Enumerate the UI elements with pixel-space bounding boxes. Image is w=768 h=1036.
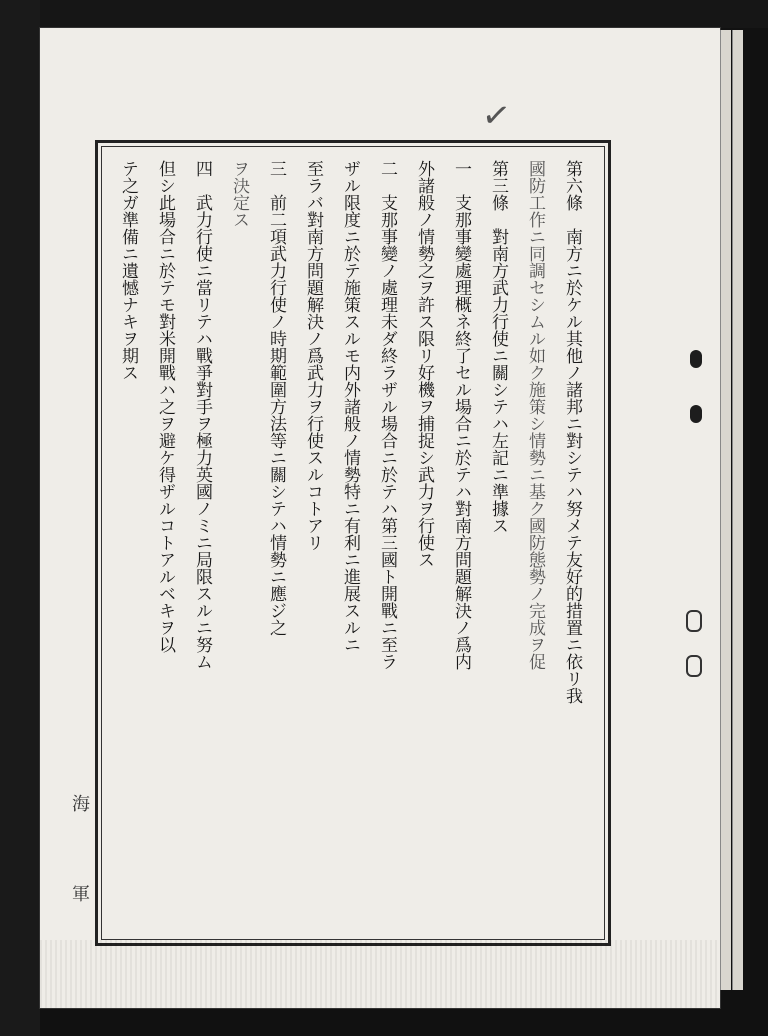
scan-noise	[40, 940, 720, 1008]
text-column: 三 前二項武力行使ノ時期範圍方法等ニ關シテハ情勢ニ應ジ之	[266, 160, 286, 636]
binding-hole-icon	[686, 610, 702, 632]
margin-stamp-bottom: 軍	[72, 884, 90, 905]
scan-left-edge	[0, 0, 40, 1036]
text-column: 但シ此場合ニ於テモ對米開戰ハ之ヲ避ケ得ザルコトアルベキヲ以	[155, 160, 175, 653]
text-column: 第三條 對南方武力行使ニ關シテハ左記ニ準據ス	[488, 160, 508, 534]
check-mark-icon: ✓	[479, 94, 514, 138]
scan-top-edge	[0, 0, 768, 28]
binding-hole-icon	[686, 655, 702, 677]
margin-stamp-top: 海	[72, 794, 90, 815]
text-column: 一 支那事變處理概ネ終了セル場合ニ於テハ對南方問題解決ノ爲内	[451, 160, 471, 670]
text-column: 二 支那事變ノ處理未ダ終ラザル場合ニ於テハ第三國ト開戰ニ至ラ	[377, 160, 397, 670]
text-column: 國防工作ニ同調セシムル如ク施策シ情勢ニ基ク國防態勢ノ完成ヲ促	[525, 160, 545, 670]
text-column: 四 武力行使ニ當リテハ戰爭對手ヲ極力英國ノミニ局限スルニ努ム	[192, 160, 212, 670]
text-column: 外諸般ノ情勢之ヲ許ス限リ好機ヲ捕捉シ武力ヲ行使ス	[414, 160, 434, 568]
text-column: 至ラバ對南方問題解決ノ爲武力ヲ行使スルコトアリ	[303, 160, 323, 551]
text-column: 第六條 南方ニ於ケル其他ノ諸邦ニ對シテハ努メテ友好的措置ニ依リ我	[562, 160, 582, 704]
text-column: テ之ガ準備ニ遺憾ナキヲ期ス	[118, 160, 138, 381]
text-column: ヲ決定ス	[229, 160, 249, 228]
binding-hole-icon	[690, 405, 702, 423]
page-stack-edge	[720, 30, 731, 990]
binding-hole-icon	[690, 350, 702, 368]
page-stack-edge	[732, 30, 743, 990]
text-column: ザル限度ニ於テ施策スルモ内外諸般ノ情勢特ニ有利ニ進展スルニ	[340, 160, 360, 653]
